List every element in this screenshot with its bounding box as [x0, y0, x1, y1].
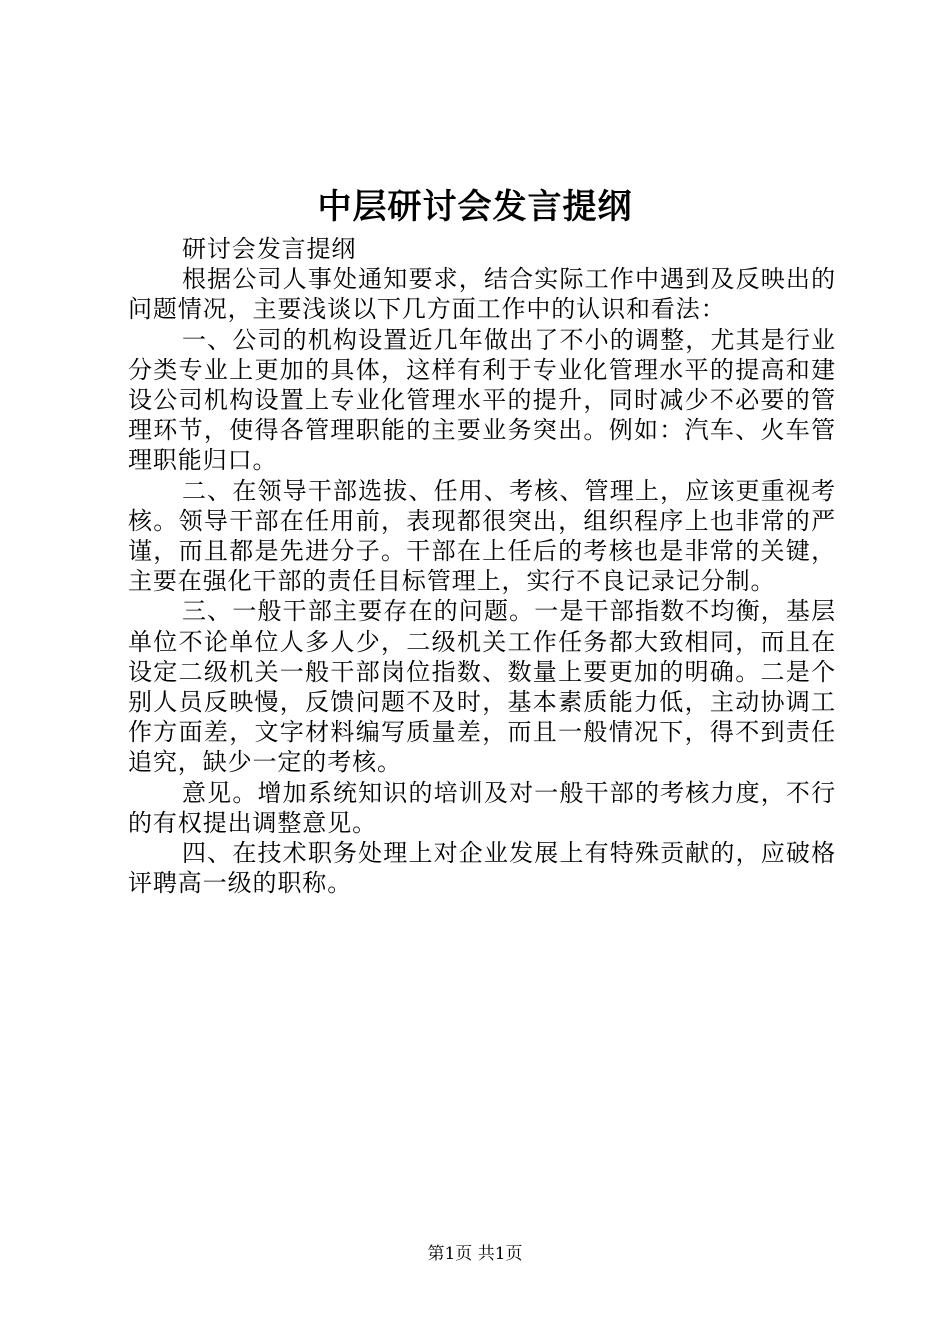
paragraph-opinion: 意见。增加系统知识的培训及对一般干部的考核力度，不行的有权提出调整意见。	[128, 778, 836, 837]
paragraph-intro: 根据公司人事处通知要求，结合实际工作中遇到及反映出的问题情况，主要浅谈以下几方面工作中的认识和看法：	[128, 265, 836, 324]
paragraph-subtitle: 研讨会发言提纲	[182, 235, 357, 263]
paragraph-point-four: 四、在技术职务处理上对企业发展上有特殊贡献的，应破格评聘高一级的职称。	[128, 839, 836, 898]
paragraph-point-one: 一、公司的机构设置近几年做出了不小的调整，尤其是行业分类专业上更加的具体，这样有利于专业化管理水平的提高和建设公司机构设置上专业化管理水平的提升，同时减少不必要的管理环节，使得各管理职能的主要业务突出。例如：汽车、火车管理职能归口。	[128, 325, 836, 475]
document-title: 中层研讨会发言提纲	[317, 187, 633, 227]
paragraph-point-three: 三、一般干部主要存在的问题。一是干部指数不均衡，基层单位不论单位人多人少，二级机关工作任务都大致相同，而且在设定二级机关一般干部岗位指数、数量上要更加的明确。二是个别人员反映慢，反馈问题不及时，基本素质能力低，主动协调工作方面差，文字材料编写质量差，而且一般情况下，得不到责任追究，缺少一定的考核。	[128, 597, 836, 777]
paragraph-point-two: 二、在领导干部选拔、任用、考核、管理上，应该更重视考核。领导干部在任用前，表现都很突出，组织程序上也非常的严谨，而且都是先进分子。干部在上任后的考核也是非常的关键，主要在强化干部的责任目标管理上，实行不良记录记分制。	[128, 476, 836, 596]
document-body	[128, 234, 836, 898]
page-footer: 第1页 共1页	[427, 1244, 523, 1264]
